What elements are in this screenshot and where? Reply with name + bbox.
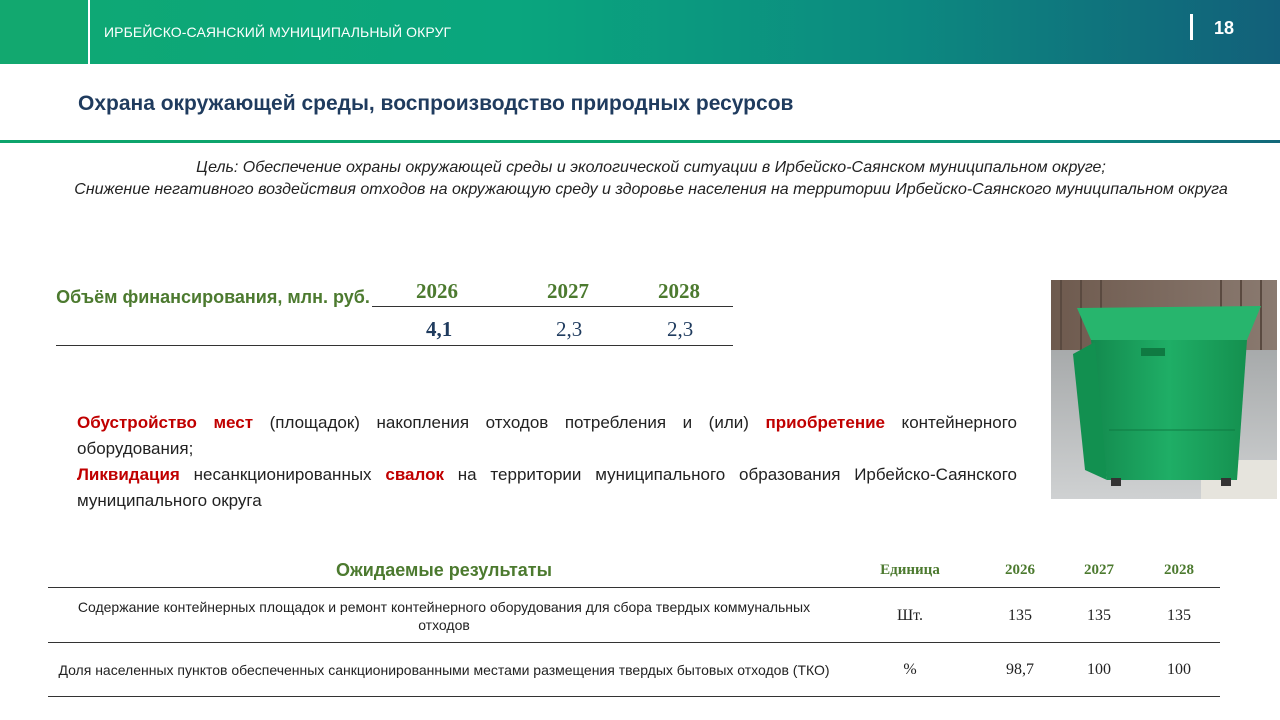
table-row: [48, 644, 1220, 696]
goal-line-1: Цель: Обеспечение охраны окружающей среды и экологической ситуации в Ирбейско-Саянском муниципальном округе;: [196, 159, 1106, 176]
container-photo: [1051, 280, 1277, 499]
funding-bottom-line: [56, 345, 733, 346]
measure-2-bold-1: Ликвидация: [77, 465, 180, 484]
funding-year-2026: 2026: [416, 279, 458, 303]
measure-1-text-2: контейнерного оборудования;: [77, 413, 1018, 458]
result-2-2026: 98,7: [1006, 661, 1034, 678]
measures-description: [77, 410, 1017, 514]
results-year-2026: 2026: [1005, 562, 1035, 578]
funding-label: Объём финансирования, млн. руб.: [56, 287, 370, 307]
measure-1-bold-1: Обустройство мест: [77, 413, 254, 432]
table-row: [48, 590, 1220, 642]
result-1-2026: 135: [1008, 607, 1032, 624]
result-1-2027: 135: [1087, 607, 1111, 624]
result-2-2027: 100: [1087, 661, 1111, 678]
result-1-unit: Шт.: [897, 607, 923, 624]
funding-header-line: [372, 306, 733, 307]
results-header: [48, 556, 1220, 588]
funding-year-2028: 2028: [658, 279, 700, 303]
result-1-2028: 135: [1167, 607, 1191, 624]
header-divider: [88, 0, 90, 64]
measure-1-text-1: (площадок) накопления отходов потребления и (или): [253, 413, 766, 432]
page-number-bar: [1190, 14, 1193, 40]
title-underline: [0, 138, 1280, 143]
measure-2-text-2: на территории муниципального образования Ирбейско-Саянского муниципального округа: [77, 465, 1018, 510]
section-title: Охрана окружающей среды, воспроизводство природных ресурсов: [78, 92, 794, 115]
results-year-2027: 2027: [1084, 562, 1114, 578]
funding-value-2027: 2,3: [556, 317, 583, 341]
waste-container-illustration: [1051, 280, 1277, 499]
header-left-block: [0, 0, 86, 64]
measure-1: [77, 410, 1017, 462]
result-2-unit: %: [903, 661, 917, 678]
page-number: 18: [1214, 18, 1235, 38]
results-bottom-line: [48, 696, 1220, 697]
results-row-line: [48, 642, 1220, 643]
goal-text: [60, 157, 1242, 201]
measure-2: [77, 462, 1017, 514]
results-unit-header: Единица: [880, 562, 940, 578]
funding-year-2027: 2027: [547, 279, 589, 303]
results-title: Ожидаемые результаты: [336, 560, 552, 580]
header-title: ИРБЕЙСКО-САЯНСКИЙ МУНИЦИПАЛЬНЫЙ ОКРУГ: [104, 24, 452, 40]
measure-1-bold-2: приобретение: [765, 413, 886, 432]
measure-2-bold-2: свалок: [385, 465, 444, 484]
results-year-2028: 2028: [1164, 562, 1194, 578]
goal-line-2: Снижение негативного воздействия отходов на окружающую среду и здоровье населения на территории Ирбейско-Саянского муниципальном округа: [74, 181, 1228, 198]
results-header-line: [48, 587, 1220, 588]
result-1-text: Содержание контейнерных площадок и ремонт контейнерного оборудования для сбора твердых коммунальных отходов: [77, 599, 811, 633]
header-band: [0, 0, 1280, 64]
measure-2-text-1: несанкционированных: [179, 465, 386, 484]
result-2-2028: 100: [1167, 661, 1191, 678]
funding-value-2028: 2,3: [667, 317, 694, 341]
funding-value-2026: 4,1: [426, 317, 453, 341]
result-2-text: Доля населенных пунктов обеспеченных санкционированными местами размещения твердых бытовых отходов (ТКО): [58, 662, 830, 678]
